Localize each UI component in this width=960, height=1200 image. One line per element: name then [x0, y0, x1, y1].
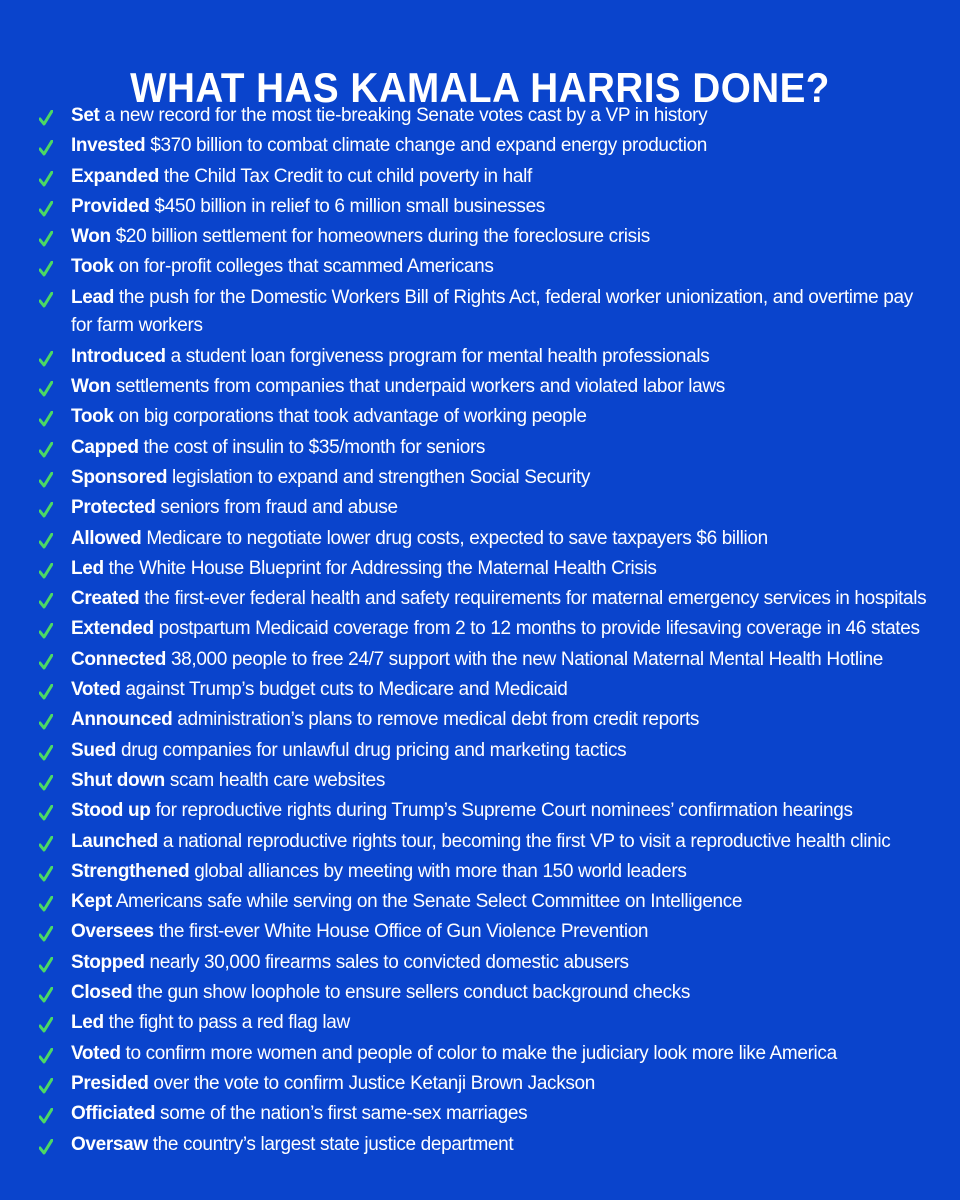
- checkmark-icon: [39, 563, 53, 579]
- list-item: [36, 978, 936, 1008]
- checkmark-icon: [39, 775, 53, 791]
- item-action: Took: [71, 406, 114, 428]
- item-action: Announced: [71, 709, 173, 731]
- item-action: Allowed: [71, 527, 142, 549]
- list-item: [36, 857, 936, 887]
- list-item: [36, 1099, 936, 1129]
- item-action: Connected: [71, 648, 167, 670]
- list-item: [36, 736, 936, 766]
- checkmark-icon: [39, 381, 53, 397]
- item-description: the push for the Domestic Workers Bill of Rights Act, federal worker unionization, and overtime pay for farm workers: [71, 286, 913, 336]
- checkmark-icon: [39, 926, 53, 942]
- list-item: [36, 705, 936, 735]
- checkmark-icon: [39, 866, 53, 882]
- list-item: [36, 675, 936, 705]
- list-item: [36, 131, 936, 161]
- item-description: the White House Blueprint for Addressing the Maternal Health Crisis: [103, 557, 657, 579]
- item-action: Protected: [71, 497, 156, 519]
- list-item: [36, 796, 936, 826]
- item-description: scam health care websites: [164, 769, 385, 791]
- item-action: Won: [71, 376, 111, 398]
- list-item: [36, 614, 936, 644]
- checkmark-icon: [39, 171, 53, 187]
- list-item: [36, 1069, 936, 1099]
- item-description: to confirm more women and people of color to make the judiciary look more like America: [120, 1042, 837, 1064]
- item-description: on big corporations that took advantage of working people: [113, 406, 587, 428]
- checkmark-icon: [39, 442, 53, 458]
- checkmark-icon: [39, 896, 53, 912]
- list-item: [36, 252, 936, 282]
- item-description: global alliances by meeting with more than 150 world leaders: [189, 860, 687, 882]
- checkmark-icon: [39, 623, 53, 639]
- list-item: [36, 827, 936, 857]
- item-action: Voted: [71, 679, 121, 701]
- item-action: Set: [71, 105, 100, 126]
- item-action: Extended: [71, 618, 154, 640]
- item-action: Launched: [71, 830, 158, 852]
- list-item: [36, 554, 936, 584]
- item-description: some of the nation’s first same-sex marriages: [155, 1103, 528, 1125]
- checkmark-icon: [39, 1048, 53, 1064]
- item-description: a new record for the most tie-breaking Senate votes cast by a VP in history: [99, 105, 708, 126]
- item-description: administration’s plans to remove medical debt from credit reports: [172, 709, 700, 731]
- item-description: on for-profit colleges that scammed Americans: [113, 256, 494, 278]
- checkmark-icon: [39, 140, 53, 156]
- item-description: a student loan forgiveness program for mental health professionals: [165, 345, 710, 367]
- list-item: [36, 493, 936, 523]
- list-item: [36, 433, 936, 463]
- item-description: the first-ever federal health and safety requirements for maternal emergency services in hospitals: [139, 588, 927, 610]
- achievement-list: [36, 101, 936, 1160]
- checkmark-icon: [39, 836, 53, 852]
- list-item: [36, 283, 936, 342]
- list-item: [36, 887, 936, 917]
- item-description: drug companies for unlawful drug pricing and marketing tactics: [116, 739, 627, 761]
- item-action: Lead: [71, 286, 114, 308]
- item-action: Shut down: [71, 769, 165, 791]
- item-description: over the vote to confirm Justice Ketanji Brown Jackson: [148, 1072, 595, 1094]
- list-item: [36, 342, 936, 372]
- list-item: [36, 584, 936, 614]
- checkmark-icon: [39, 1108, 53, 1124]
- item-action: Took: [71, 256, 114, 278]
- item-description: a national reproductive rights tour, becoming the first VP to visit a reproductive health clinic: [157, 830, 891, 852]
- checkmark-icon: [39, 1017, 53, 1033]
- list-item: [36, 1039, 936, 1069]
- item-action: Expanded: [71, 165, 159, 187]
- item-action: Led: [71, 557, 104, 579]
- list-item: [36, 463, 936, 493]
- item-description: postpartum Medicaid coverage from 2 to 12 months to provide lifesaving coverage in 46 states: [153, 618, 920, 640]
- item-description: the cost of insulin to $35/month for seniors: [138, 436, 486, 458]
- item-action: Oversees: [71, 921, 154, 943]
- item-action: Stood up: [71, 800, 151, 822]
- item-action: Provided: [71, 195, 150, 217]
- checkmark-icon: [39, 502, 53, 518]
- checkmark-icon: [39, 805, 53, 821]
- list-item: [36, 402, 936, 432]
- item-action: Presided: [71, 1072, 149, 1094]
- item-description: for reproductive rights during Trump’s Supreme Court nominees’ confirmation hearings: [150, 800, 853, 822]
- checkmark-icon: [39, 533, 53, 549]
- item-description: seniors from fraud and abuse: [155, 497, 398, 519]
- list-item: [36, 372, 936, 402]
- item-description: legislation to expand and strengthen Social Security: [167, 466, 591, 488]
- checkmark-icon: [39, 201, 53, 217]
- item-description: the Child Tax Credit to cut child poverty in half: [159, 165, 532, 187]
- item-action: Introduced: [71, 345, 166, 367]
- checkmark-icon: [39, 593, 53, 609]
- list-item: [36, 162, 936, 192]
- checkmark-icon: [39, 292, 53, 308]
- checkmark-icon: [39, 684, 53, 700]
- checkmark-icon: [39, 1139, 53, 1155]
- item-action: Won: [71, 226, 111, 248]
- item-description: $450 billion in relief to 6 million small businesses: [149, 195, 545, 217]
- item-action: Sponsored: [71, 466, 168, 488]
- checkmark-icon: [39, 261, 53, 277]
- item-action: Capped: [71, 436, 139, 458]
- list-item: [36, 645, 936, 675]
- checkmark-icon: [39, 351, 53, 367]
- list-item: [36, 222, 936, 252]
- item-description: nearly 30,000 firearms sales to convicted domestic abusers: [144, 951, 629, 973]
- checkmark-icon: [39, 110, 53, 126]
- item-description: $20 billion settlement for homeowners during the foreclosure crisis: [110, 226, 650, 248]
- item-action: Stopped: [71, 951, 145, 973]
- item-description: settlements from companies that underpaid workers and violated labor laws: [110, 376, 725, 398]
- item-action: Officiated: [71, 1103, 156, 1125]
- item-action: Kept: [71, 891, 112, 913]
- list-item: [36, 192, 936, 222]
- item-description: Americans safe while serving on the Senate Select Committee on Intelligence: [111, 891, 743, 913]
- item-description: the fight to pass a red flag law: [103, 1012, 350, 1034]
- list-item: [36, 524, 936, 554]
- list-item: [36, 1008, 936, 1038]
- list-item: [36, 101, 936, 131]
- checkmark-icon: [39, 1078, 53, 1094]
- list-item: [36, 766, 936, 796]
- item-action: Led: [71, 1012, 104, 1034]
- checkmark-icon: [39, 745, 53, 761]
- item-action: Voted: [71, 1042, 121, 1064]
- checkmark-icon: [39, 654, 53, 670]
- item-description: Medicare to negotiate lower drug costs, expected to save taxpayers $6 billion: [141, 527, 768, 549]
- checkmark-icon: [39, 411, 53, 427]
- item-action: Oversaw: [71, 1133, 148, 1155]
- checkmark-icon: [39, 472, 53, 488]
- item-description: the gun show loophole to ensure sellers conduct background checks: [132, 982, 691, 1004]
- item-description: 38,000 people to free 24/7 support with the new National Maternal Mental Health Hotline: [166, 648, 884, 670]
- list-item: [36, 917, 936, 947]
- item-description: $370 billion to combat climate change and expand energy production: [145, 135, 708, 157]
- list-item: [36, 948, 936, 978]
- checkmark-icon: [39, 987, 53, 1003]
- page-title: WHAT HAS KAMALA HARRIS DONE?: [130, 64, 830, 112]
- item-action: Invested: [71, 135, 146, 157]
- item-description: against Trump’s budget cuts to Medicare and Medicaid: [120, 679, 568, 701]
- item-action: Sued: [71, 739, 117, 761]
- checkmark-icon: [39, 957, 53, 973]
- item-action: Closed: [71, 982, 133, 1004]
- checkmark-icon: [39, 231, 53, 247]
- checkmark-icon: [39, 714, 53, 730]
- item-action: Created: [71, 588, 140, 610]
- item-description: the first-ever White House Office of Gun Violence Prevention: [153, 921, 649, 943]
- list-item: [36, 1130, 936, 1160]
- item-action: Strengthened: [71, 860, 190, 882]
- item-description: the country’s largest state justice department: [147, 1133, 514, 1155]
